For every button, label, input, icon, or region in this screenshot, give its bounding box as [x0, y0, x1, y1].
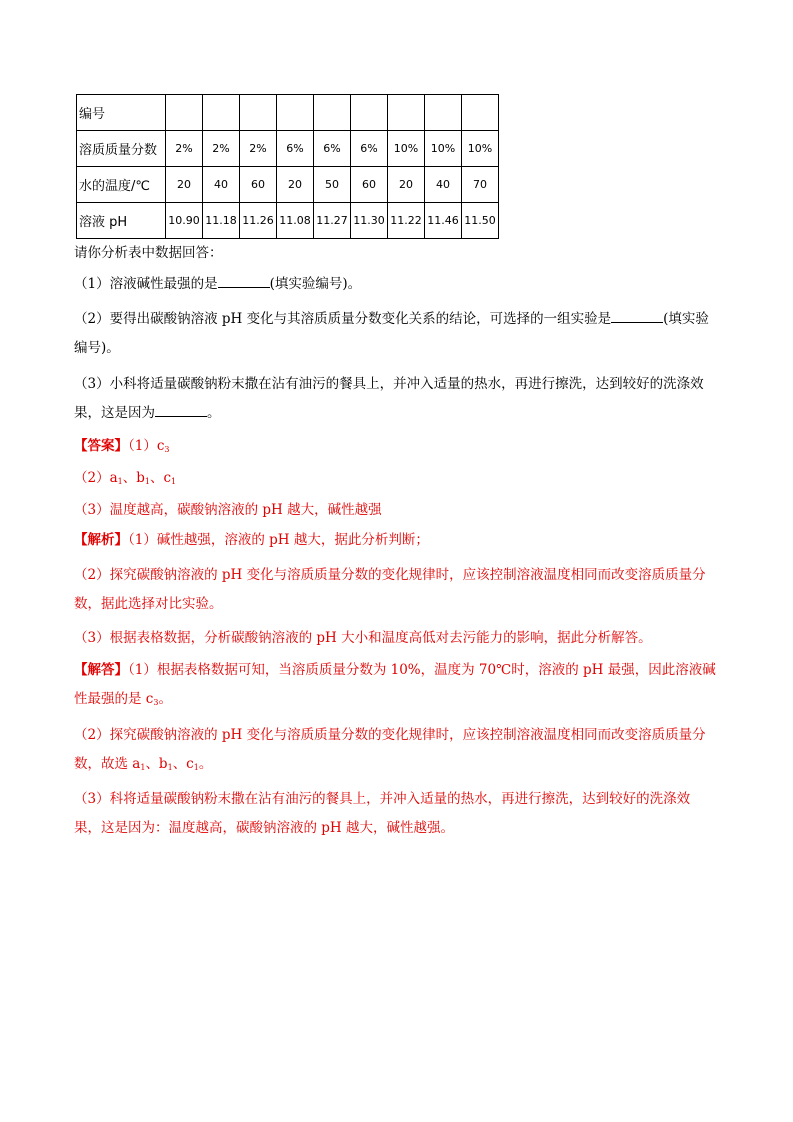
table-cell: 10% [462, 131, 499, 167]
table-cell: 6% [277, 131, 314, 167]
solution-1: 【解答】（1）根据表格数据可知，当溶质质量分数为 10%，温度为 70℃时，溶液的 pH 最强，因此溶液碱 [74, 662, 716, 678]
table-cell: 2% [203, 131, 240, 167]
table-cell: 11.22 [388, 203, 425, 239]
analysis-3: 数，据此选择对比实验。 [74, 596, 223, 612]
table-cell: 6% [351, 131, 388, 167]
table-cell [314, 95, 351, 131]
question-1: （1）溶液碱性最强的是 (填实验编号)。 [74, 276, 362, 292]
table-row [77, 95, 499, 131]
question-2: （2）要得出碳酸钠溶液 pH 变化与其溶质质量分数变化关系的结论，可选择的一组实验是 (填实验 [74, 311, 709, 327]
table-cell [462, 95, 499, 131]
table-cell: 10% [425, 131, 462, 167]
table-cell: 11.26 [240, 203, 277, 239]
table-cell: 50 [314, 167, 351, 203]
table-cell [425, 95, 462, 131]
table-cell: 11.08 [277, 203, 314, 239]
question-3: （3）小科将适量碳酸钠粉末撒在沾有油污的餐具上，并冲入适量的热水，再进行擦洗，达到较好的洗涤效 [74, 376, 704, 392]
analysis-1: 【解析】（1）碱性越强，溶液的 pH 越大，据此分析判断； [74, 532, 429, 548]
table-cell: 20 [277, 167, 314, 203]
question-3-cont: 果，这是因为 。 [74, 405, 221, 421]
table-row [77, 167, 499, 203]
table-cell: 20 [388, 167, 425, 203]
answer-tag: 【答案】 [74, 438, 128, 454]
solution-4: 数，故选 $a_1$、$b_1$、$c_1$。 [74, 756, 213, 772]
table-cell: 60 [351, 167, 388, 203]
table-cell: 40 [203, 167, 240, 203]
question-2-cont: 编号)。 [74, 340, 120, 356]
table-cell: 11.18 [203, 203, 240, 239]
answer-3: （3）温度越高，碳酸钠溶液的 pH 越大，碱性越强 [74, 502, 382, 518]
table-cell [203, 95, 240, 131]
analysis-2: （2）探究碳酸钠溶液的 pH 变化与溶质质量分数的变化规律时，应该控制溶液温度相同而改变溶质质量分 [74, 567, 706, 583]
table-cell [166, 95, 203, 131]
table-cell: 6% [314, 131, 351, 167]
table-cell: 11.27 [314, 203, 351, 239]
table-cell: 70 [462, 167, 499, 203]
table-cell: 20 [166, 167, 203, 203]
table-cell: 11.50 [462, 203, 499, 239]
table-cell: 60 [240, 167, 277, 203]
answer-1: 【答案】$(1)c_3$ [74, 438, 170, 454]
table-cell: 2% [166, 131, 203, 167]
table-cell [351, 95, 388, 131]
answer-blank [218, 274, 270, 288]
question-intro: 请你分析表中数据回答： [74, 245, 223, 261]
analysis-4: （3）根据表格数据，分析碳酸钠溶液的 pH 大小和温度高低对去污能力的影响，据此分析解答。 [74, 630, 652, 646]
solution-2: 性最强的是 $c_3$。 [74, 691, 172, 707]
table-row [77, 203, 499, 239]
answer-blank [611, 309, 663, 323]
table-cell: 10.90 [166, 203, 203, 239]
solution-3: （2）探究碳酸钠溶液的 pH 变化与溶质质量分数的变化规律时，应该控制溶液温度相同而改变溶质质量分 [74, 727, 706, 743]
solution-tag: 【解答】 [74, 662, 128, 678]
table-cell [388, 95, 425, 131]
answer-2: $(2)a_1$、$b_1$、$c_1$ [74, 470, 177, 486]
solution-5: （3）科将适量碳酸钠粉末撒在沾有油污的餐具上，并冲入适量的热水，再进行擦洗，达到较好的洗涤效 [74, 791, 691, 807]
table-cell [277, 95, 314, 131]
table-cell: 2% [240, 131, 277, 167]
analysis-tag: 【解析】 [74, 532, 128, 548]
data-table [76, 94, 499, 239]
row-label: 溶液 pH [77, 203, 166, 239]
table-cell: 11.46 [425, 203, 462, 239]
row-label: 编号 [77, 95, 166, 131]
table-row [77, 131, 499, 167]
solution-6: 果，这是因为：温度越高，碳酸钠溶液的 pH 越大，碱性越强。 [74, 820, 454, 836]
row-label: 水的温度/℃ [77, 167, 166, 203]
table-cell [240, 95, 277, 131]
row-label: 溶质质量分数 [77, 131, 166, 167]
table-cell: 40 [425, 167, 462, 203]
table-cell: 11.30 [351, 203, 388, 239]
answer-blank [155, 403, 207, 417]
table-cell: 10% [388, 131, 425, 167]
